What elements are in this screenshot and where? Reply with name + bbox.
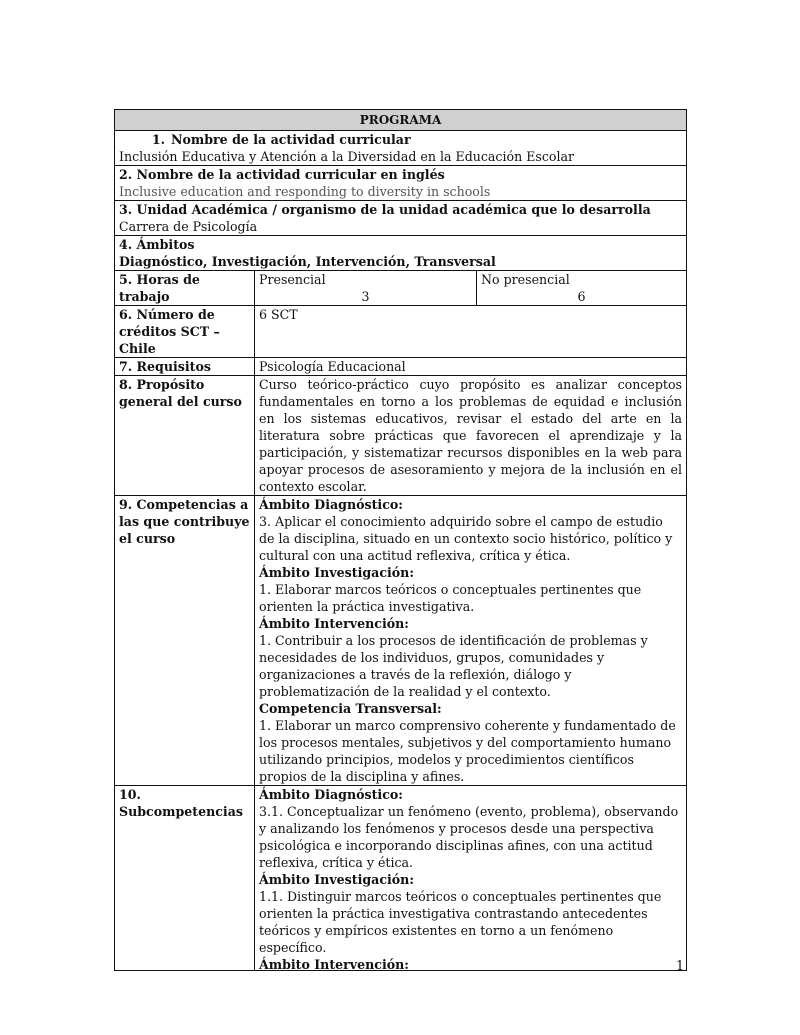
row-subcompetencias <box>115 786 687 971</box>
s5-presencial-value: 3 <box>361 289 370 304</box>
s10-title-number: 10. <box>119 787 141 802</box>
row-competencias <box>115 496 687 786</box>
program-document <box>114 109 686 971</box>
s9-diag-heading: Ámbito Diagnóstico: <box>259 497 403 512</box>
row-horas <box>115 271 687 306</box>
s4-title: 4. Ámbitos <box>119 237 195 252</box>
s1-title: Nombre de la actividad curricular <box>171 132 411 147</box>
s9-trans-heading: Competencia Transversal: <box>259 701 442 716</box>
row-ambitos <box>115 236 687 271</box>
row-creditos <box>115 306 687 358</box>
s10-title: Subcompetencias <box>119 804 243 819</box>
s6-value: 6 SCT <box>255 306 687 358</box>
s9-int-heading: Ámbito Intervención: <box>259 616 409 631</box>
s1-number: 1. <box>151 132 165 147</box>
s4-value: Diagnóstico, Investigación, Intervención, Transversal <box>119 254 496 269</box>
s5-title: 5. Horas de trabajo <box>115 271 255 306</box>
row-nombre-ingles <box>115 166 687 201</box>
s10-diag-text: 3.1. Conceptualizar un fenómeno (evento, problema), observando y analizando los fenómenos y procesos desde una perspectiva psicológica e incorporando disciplinas afines, con una actitud reflexiva, crítica y ética. <box>259 804 679 870</box>
row-nombre <box>115 131 687 166</box>
s5-no-presencial-label: No presencial <box>481 272 570 287</box>
program-header: PROGRAMA <box>115 110 687 131</box>
page-number: 1 <box>676 958 685 973</box>
row-proposito <box>115 376 687 496</box>
s3-value: Carrera de Psicología <box>119 219 258 234</box>
s3-title: 3. Unidad Académica / organismo de la unidad académica que lo desarrolla <box>119 202 651 217</box>
s9-diag-text: 3. Aplicar el conocimiento adquirido sobre el campo de estudio de la disciplina, situado en un contexto socio histórico, político y cultural con una actitud reflexiva, crítica y ética. <box>259 514 673 563</box>
s7-title: 7. Requisitos <box>115 358 255 376</box>
s7-value: Psicología Educacional <box>255 358 687 376</box>
s2-title: 2. Nombre de la actividad curricular en inglés <box>119 167 445 182</box>
s6-title: 6. Número de créditos SCT – Chile <box>115 306 255 358</box>
s10-diag-heading: Ámbito Diagnóstico: <box>259 787 403 802</box>
s1-value: Inclusión Educativa y Atención a la Diversidad en la Educación Escolar <box>119 149 575 164</box>
s9-title: 9. Competencias a las que contribuye el curso <box>115 496 255 786</box>
s5-presencial-label: Presencial <box>259 272 326 287</box>
s8-value: Curso teórico-práctico cuyo propósito es analizar conceptos fundamentales en torno a los problemas de equidad e inclusión en los sistemas educativos, revisar el estado del arte en la literatura sobre prácticas que favorecen el aprendizaje y la participación, y sistematizar recursos disponibles en la web para apoyar procesos de asesoramiento y mejora de la inclusión en el contexto escolar. <box>255 376 687 496</box>
s9-trans-text: 1. Elaborar un marco comprensivo coherente y fundamentado de los procesos mentales, subjetivos y del comportamiento humano utilizando principios, modelos y procedimientos científicos propios de la disciplina y afines. <box>259 718 676 784</box>
program-table <box>114 109 687 971</box>
s8-title: 8. Propósito general del curso <box>115 376 255 496</box>
s5-no-presencial-value: 6 <box>577 289 586 304</box>
s9-inv-text: 1. Elaborar marcos teóricos o conceptuales pertinentes que orienten la práctica investigativa. <box>259 582 642 614</box>
s10-inv-heading: Ámbito Investigación: <box>259 872 414 887</box>
s9-inv-heading: Ámbito Investigación: <box>259 565 414 580</box>
row-requisitos <box>115 358 687 376</box>
s10-inv-text: 1.1. Distinguir marcos teóricos o conceptuales pertinentes que orienten la práctica investigativa contrastando antecedentes teóricos y empíricos existentes en torno a un fenómeno específico. <box>259 889 662 955</box>
s2-value: Inclusive education and responding to diversity in schools <box>119 184 491 199</box>
s10-int-heading: Ámbito Intervención: <box>259 957 409 970</box>
s9-int-text: 1. Contribuir a los procesos de identificación de problemas y necesidades de los individuos, grupos, comunidades y organizaciones a través de la reflexión, diálogo y problematización de la realidad y el contexto. <box>259 633 648 699</box>
row-unidad <box>115 201 687 236</box>
